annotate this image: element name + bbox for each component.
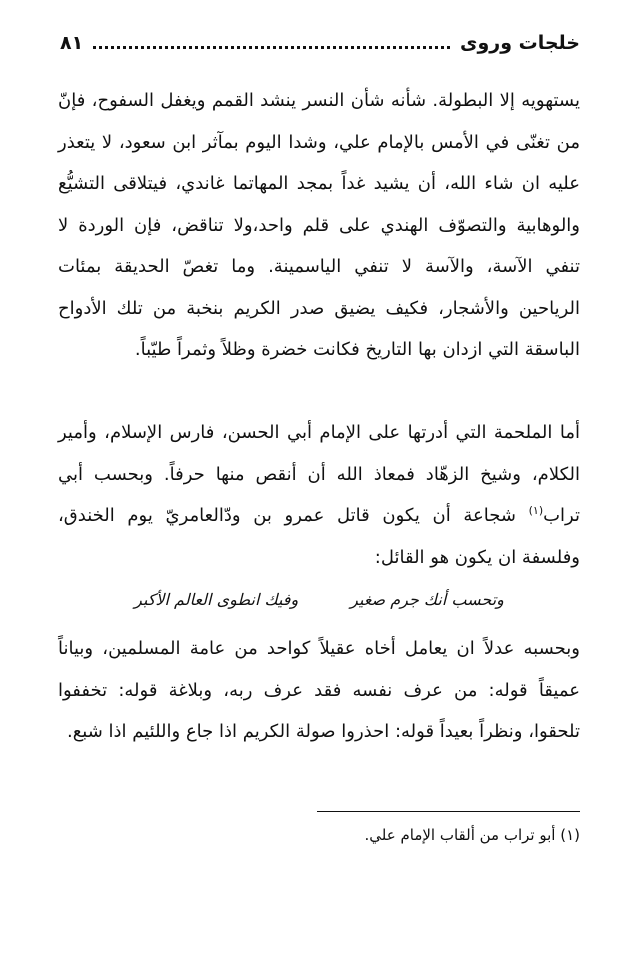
verse-first-hemistich: وتحسب أنك جرم صغير [350,590,504,609]
running-title: خلجات وروى [460,32,580,54]
paragraph-3: وبحسبه عدلاً ان يعامل أخاه عقيلاً كواحد من عامة المسلمين، وبياناً عميقاً قوله: من عرف نفسه فقد عرف ربه، وبلاغة قوله: تخففوا تلحقوا، ونظراً بعيداً قوله: احذروا صولة الكريم اذا جاع واللئيم اذا شبع. [58,638,580,742]
paragraph-1: يستهويه إلا البطولة. شأنه شأن النسر ينشد القمم ويغفل السفوح، فإنّ من تغنّى في الأمس بالإمام علي، وشدا اليوم بمآثر ابن سعود، لا يتعذر عليه ان شاء الله، أن يشيد غداً بمجد المهاتما غاندي، فيتلاقى التشيُّع والوهابية والتصوّف الهندي على قلم واحد،ولا تناقض، فإن الوردة لا تنفي الآسة، والآسة لا تنفي الياسمينة. وما تغصّ الحديقة بمئات الرياحين والأشجار، فكيف يضيق صدر الكريم بنخبة من تلك الأدواح الباسقة التي ازدان بها التاريخ فكانت خضرة وظلاً وثمراً طيّباً. [58,90,580,360]
poem-verse [58,590,580,609]
footnote-separator [317,811,580,812]
paragraph-2 [58,412,580,578]
footnote: (١) أبو تراب من ألقاب الإمام علي. [364,826,580,844]
page-header [60,28,580,58]
footnote-reference: (١) [528,504,544,517]
verse-second-hemistich: وفيك انطوى العالم الأكبر [134,590,299,609]
paragraph-2-text-before-note: أما الملحمة التي أدرتها على الإمام أبي الحسن، فارس الإسلام، وأمير الكلام، وشيخ الزهّاد فمعاذ الله أن أنقص منها حرفاً. وبحسب أبي تراب [58,422,580,526]
paragraph-2-text-after-note: شجاعة أن يكون قاتل عمرو بن ودّالعامريّ يوم الخندق، وفلسفة ان يكون هو القائل: [58,505,580,568]
page-number: ٨١ [60,32,84,54]
header-leader-dots [93,46,450,49]
